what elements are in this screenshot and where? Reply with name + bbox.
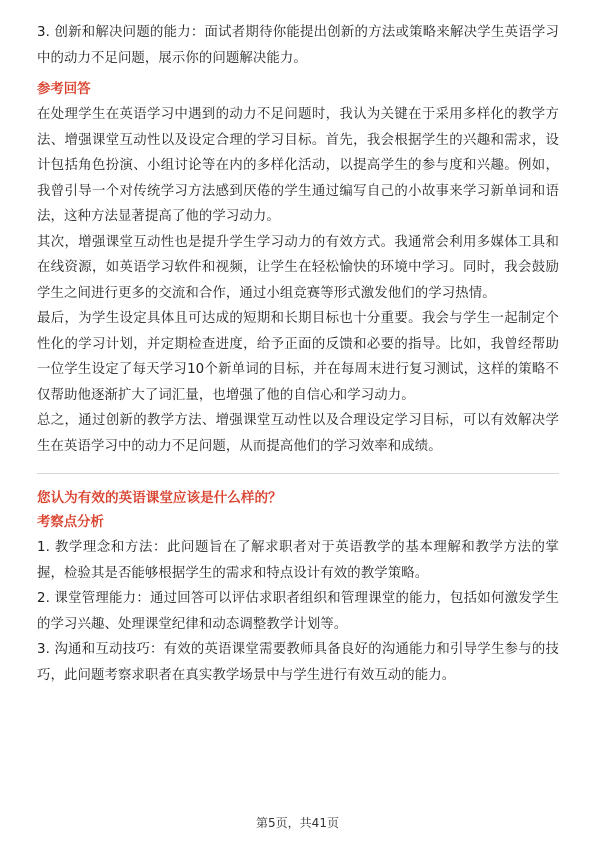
analysis-item-1: 1. 教学理念和方法：此问题旨在了解求职者对于英语教学的基本理解和教学方法的掌握，检验其是否能够根据学生的需求和特点设计有效的教学策略。 xyxy=(37,540,559,581)
assessment-item-3: 3. 创新和解决问题的能力：面试者期待你能提出创新的方法或策略来解决学生英语学习中的动力不足问题，展示你的问题解决能力。 xyxy=(37,25,559,66)
interview-question: 您认为有效的英语课堂应该是什么样的？ xyxy=(37,490,282,506)
answer-paragraph-3: 最后，为学生设定具体且可达成的短期和长期目标也十分重要。我会与学生一起制定个性化的学习计划，并定期检查进度，给予正面的反馈和必要的指导。比如，我曾经帮助一位学生设定了每天学习10个新单词的目标，并在每周末进行复习测试，这样的策略不仅帮助他逐渐扩大了词汇量，也增强了他的自信心和学习动力。 xyxy=(37,311,559,403)
answer-paragraph-1: 在处理学生在英语学习中遇到的动力不足问题时，我认为关键在于采用多样化的教学方法、增强课堂互动性以及设定合理的学习目标。首先，我会根据学生的兴趣和需求，设计包括角色扮演、小组讨论等在内的多样化活动，以提高学生的参与度和兴趣。例如，我曾引导一个对传统学习方法感到厌倦的学生通过编写自己的小故事来学习新单词和语法，这种方法显著提高了他的学习动力。 xyxy=(37,107,559,224)
analysis-heading: 考察点分析 xyxy=(37,515,104,530)
analysis-item-2: 2. 课堂管理能力：通过回答可以评估求职者组织和管理课堂的能力，包括如何激发学生的学习兴趣、处理课堂纪律和动态调整教学计划等。 xyxy=(37,591,559,632)
answer-paragraph-4: 总之，通过创新的教学方法、增强课堂互动性以及合理设定学习目标，可以有效解决学生在英语学习中的动力不足问题，从而提高他们的学习效率和成绩。 xyxy=(37,413,559,454)
answer-paragraph-2: 其次，增强课堂互动性也是提升学生学习动力的有效方式。我通常会利用多媒体工具和在线资源，如英语学习软件和视频，让学生在轻松愉快的环境中学习。同时，我会鼓励学生之间进行更多的交流和合作，通过小组竞赛等形式激发他们的学习热情。 xyxy=(37,234,559,301)
reference-answer-heading: 参考回答 xyxy=(37,82,91,97)
section-divider xyxy=(37,473,559,474)
page-number: 第5页，共41页 xyxy=(256,816,339,830)
document-page xyxy=(37,20,559,688)
analysis-item-3: 3. 沟通和互动技巧：有效的英语课堂需要教师具备良好的沟通能力和引导学生参与的技巧，此问题考察求职者在真实教学场景中与学生进行有效互动的能力。 xyxy=(37,642,559,683)
